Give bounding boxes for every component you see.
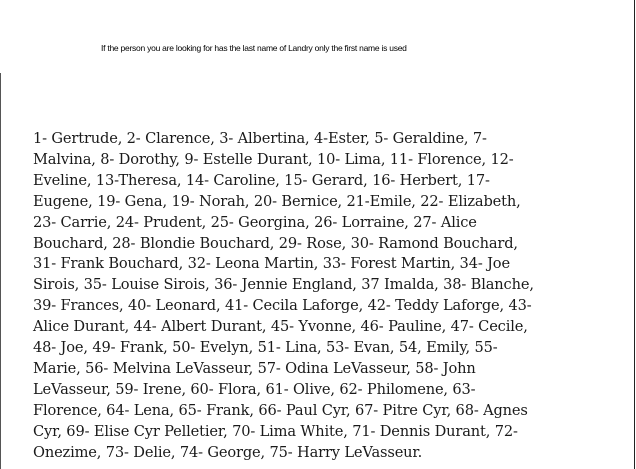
names-line: 39- Frances, 40- Leonard, 41- Cecila Laforge, 42- Teddy Laforge, 43-	[33, 297, 532, 315]
names-line: 1- Gertrude, 2- Clarence, 3- Albertina, 4-Ester, 5- Geraldine, 7-	[33, 130, 487, 147]
left-border-line	[0, 73, 1, 469]
names-line: Alice Durant, 44- Albert Durant, 45- Yvonne, 46- Pauline, 47- Cecile,	[33, 318, 528, 336]
names-line: Bouchard, 28- Blondie Bouchard, 29- Rose, 30- Ramond Bouchard,	[33, 234, 518, 252]
names-line: Eveline, 13-Theresa, 14- Caroline, 15- Gerard, 16- Herbert, 17-	[33, 171, 490, 189]
names-line: Sirois, 35- Louise Sirois, 36- Jennie England, 37 Imalda, 38- Blanche,	[33, 276, 534, 294]
right-border-line	[634, 0, 635, 469]
names-list	[33, 129, 629, 464]
names-line: 31- Frank Bouchard, 32- Leona Martin, 33- Forest Martin, 34- Joe	[33, 255, 510, 273]
names-line: Marie, 56- Melvina LeVasseur, 57- Odina LeVasseur, 58- John	[33, 359, 476, 377]
landry-note: If the person you are looking for has the last name of Landry only the first name is used	[101, 43, 407, 53]
names-line: LeVasseur, 59- Irene, 60- Flora, 61- Olive, 62- Philomene, 63-	[33, 380, 476, 398]
names-line: 48- Joe, 49- Frank, 50- Evelyn, 51- Lina, 53- Evan, 54, Emily, 55-	[33, 339, 498, 357]
names-line: 23- Carrie, 24- Prudent, 25- Georgina, 26- Lorraine, 27- Alice	[33, 213, 477, 231]
names-line: Onezime, 73- Delie, 74- George, 75- Harry LeVasseur.	[33, 443, 423, 461]
names-line: Eugene, 19- Gena, 19- Norah, 20- Bernice, 21-Emile, 22- Elizabeth,	[33, 192, 521, 210]
names-line: Cyr, 69- Elise Cyr Pelletier, 70- Lima White, 71- Dennis Durant, 72-	[33, 422, 518, 440]
names-line: Malvina, 8- Dorothy, 9- Estelle Durant, 10- Lima, 11- Florence, 12-	[33, 150, 514, 168]
names-line: Florence, 64- Lena, 65- Frank, 66- Paul Cyr, 67- Pitre Cyr, 68- Agnes	[33, 401, 528, 419]
